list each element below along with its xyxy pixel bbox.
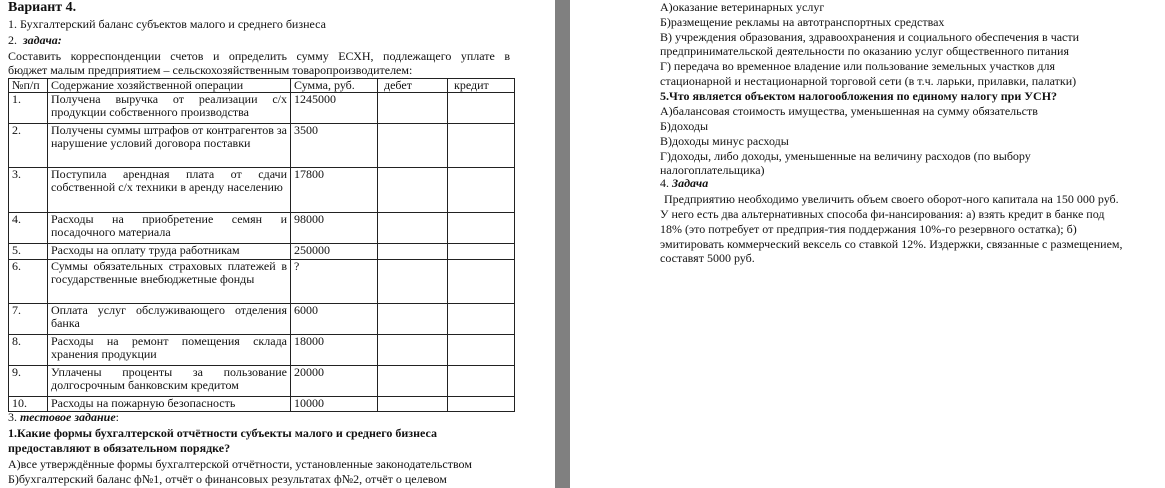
header-credit: кредит (448, 79, 515, 93)
question-1-answer-b: Б)бухгалтерский баланс ф№1, отчёт о финансовых результатах ф№2, отчёт о целевом (8, 472, 447, 486)
task-4-number: 4. (660, 176, 669, 190)
table-row (9, 304, 515, 335)
row-number: 7. (9, 304, 48, 335)
row-credit (448, 260, 515, 304)
header-number: №п/п (9, 79, 48, 93)
row-operation: Получены суммы штрафов от контрагентов за нарушение условий договора поставки (48, 124, 291, 168)
row-debit (378, 93, 448, 124)
table-row (9, 260, 515, 304)
row-sum: 10000 (291, 397, 378, 412)
answer-line: Б)размещение рекламы на автотранспортных средствах (660, 15, 945, 29)
row-sum: 6000 (291, 304, 378, 335)
answer-line: стационарной и нестационарной торговой сети (в т.ч. ларьки, прилавки, палатки) (660, 74, 1077, 88)
table-row (9, 244, 515, 260)
table-header-row (9, 79, 515, 93)
row-operation: Расходы на ремонт помещения склада хранения продукции (48, 335, 291, 366)
task-4-heading (660, 176, 708, 190)
table-row (9, 124, 515, 168)
task-3-heading (8, 410, 119, 424)
row-credit (448, 93, 515, 124)
row-credit (448, 213, 515, 244)
page-divider (555, 0, 570, 488)
task-4-label: Задача (672, 176, 709, 190)
row-number: 2. (9, 124, 48, 168)
task-2-label: задача: (23, 33, 62, 47)
answer-line: Г) передача во временное владение или пользование земельных участков для (660, 59, 1055, 73)
answer-line: А)оказание ветеринарных услуг (660, 0, 825, 14)
row-debit (378, 397, 448, 412)
row-sum: 18000 (291, 335, 378, 366)
row-operation: Поступила арендная плата от сдачи собственной с/х техники в аренду населению (48, 168, 291, 213)
table-row (9, 213, 515, 244)
row-number: 1. (9, 93, 48, 124)
row-operation: Суммы обязательных страховых платежей в государственные внебюджетные фонды (48, 260, 291, 304)
row-operation: Расходы на оплату труда работникам (48, 244, 291, 260)
question-5-answer: налогоплательщика) (660, 163, 765, 177)
task-2-text-line-1: Составить корреспонденции счетов и определить сумму ЕСХН, подлежащего уплате в (8, 49, 510, 63)
row-sum: 98000 (291, 213, 378, 244)
item-1-text: 1. Бухгалтерский баланс субъектов малого и среднего бизнеса (8, 17, 326, 31)
row-sum: 17800 (291, 168, 378, 213)
row-debit (378, 366, 448, 397)
question-1-line-1: 1.Какие формы бухгалтерской отчётности субъекты малого и среднего бизнеса (8, 426, 437, 440)
task-2-number: 2. (8, 33, 17, 47)
row-sum: 20000 (291, 366, 378, 397)
task-4-text-line: составят 5000 руб. (660, 251, 755, 265)
answer-line: В) учреждения образования, здравоохранения и социального обеспечения в части (660, 30, 1080, 44)
row-debit (378, 213, 448, 244)
question-1-line-2: предоставляют в обязательном порядке? (8, 441, 231, 455)
row-debit (378, 260, 448, 304)
row-operation: Получена выручка от реализации с/х продукции собственного производства (48, 93, 291, 124)
table-row (9, 335, 515, 366)
question-5-answer: Г)доходы, либо доходы, уменьшенные на величину расходов (по выбору (660, 149, 1031, 163)
row-debit (378, 335, 448, 366)
table-row (9, 93, 515, 124)
question-5-answer: В)доходы минус расходы (660, 134, 789, 148)
operations-table (8, 78, 515, 412)
row-sum: 1245000 (291, 93, 378, 124)
question-5: 5.Что является объектом налогообложения по единому налогу при УСН? (660, 89, 1058, 103)
header-operation: Содержание хозяйственной операции (48, 79, 291, 93)
question-5-answer: Б)доходы (660, 119, 709, 133)
row-sum: ? (291, 260, 378, 304)
task-3-label: тестовое задание (20, 410, 116, 424)
task-4-text-line: эмитировать коммерческий вексель со ставкой 12%. Издержки, связанные с размещением, (660, 237, 1123, 251)
task-2-heading (8, 33, 62, 47)
row-debit (378, 244, 448, 260)
header-debit: дебет (378, 79, 448, 93)
table-row (9, 168, 515, 213)
question-1-answer-a: А)все утверждённые формы бухгалтерской отчётности, установленные законодательством (8, 457, 472, 471)
row-number: 6. (9, 260, 48, 304)
row-credit (448, 335, 515, 366)
row-debit (378, 124, 448, 168)
row-number: 9. (9, 366, 48, 397)
row-credit (448, 366, 515, 397)
row-credit (448, 244, 515, 260)
row-operation: Расходы на приобретение семян и посадочного материала (48, 213, 291, 244)
row-sum: 250000 (291, 244, 378, 260)
answer-line: предпринимательской деятельности по оказанию услуг общественного питания (660, 44, 1069, 58)
row-debit (378, 168, 448, 213)
variant-title: Вариант 4. (8, 0, 77, 15)
task-4-text-line: Предприятию необходимо увеличить объем своего оборот-ного капитала на 150 000 руб. (664, 192, 1119, 206)
row-operation: Уплачены проценты за пользование долгосрочным банковским кредитом (48, 366, 291, 397)
row-credit (448, 168, 515, 213)
row-credit (448, 304, 515, 335)
task-4-text-line: 18% (это потребует от предприя-тия поддержания 10%-го резервного остатка); б) (660, 222, 1077, 236)
row-number: 3. (9, 168, 48, 213)
table-row (9, 366, 515, 397)
header-sum: Сумма, руб. (291, 79, 378, 93)
row-credit (448, 397, 515, 412)
row-credit (448, 124, 515, 168)
task-3-number: 3. (8, 410, 17, 424)
row-number: 8. (9, 335, 48, 366)
question-5-answer: А)балансовая стоимость имущества, уменьшенная на сумму обязательств (660, 104, 1038, 118)
row-debit (378, 304, 448, 335)
row-number: 10. (9, 397, 48, 412)
task-3-colon: : (115, 410, 120, 424)
right-document-page (570, 0, 1165, 488)
task-2-text-line-2: бюджет малым предприятием – сельскохозяйственным товаропроизводителем: (8, 63, 413, 77)
row-sum: 3500 (291, 124, 378, 168)
task-4-text-line: У него есть два альтернативных способа фи-нансирования: а) взять кредит в банке под (660, 207, 1105, 221)
left-document-page (0, 0, 555, 488)
row-operation: Оплата услуг обслуживающего отделения банка (48, 304, 291, 335)
row-number: 4. (9, 213, 48, 244)
row-operation: Расходы на пожарную безопасность (48, 397, 291, 412)
row-number: 5. (9, 244, 48, 260)
